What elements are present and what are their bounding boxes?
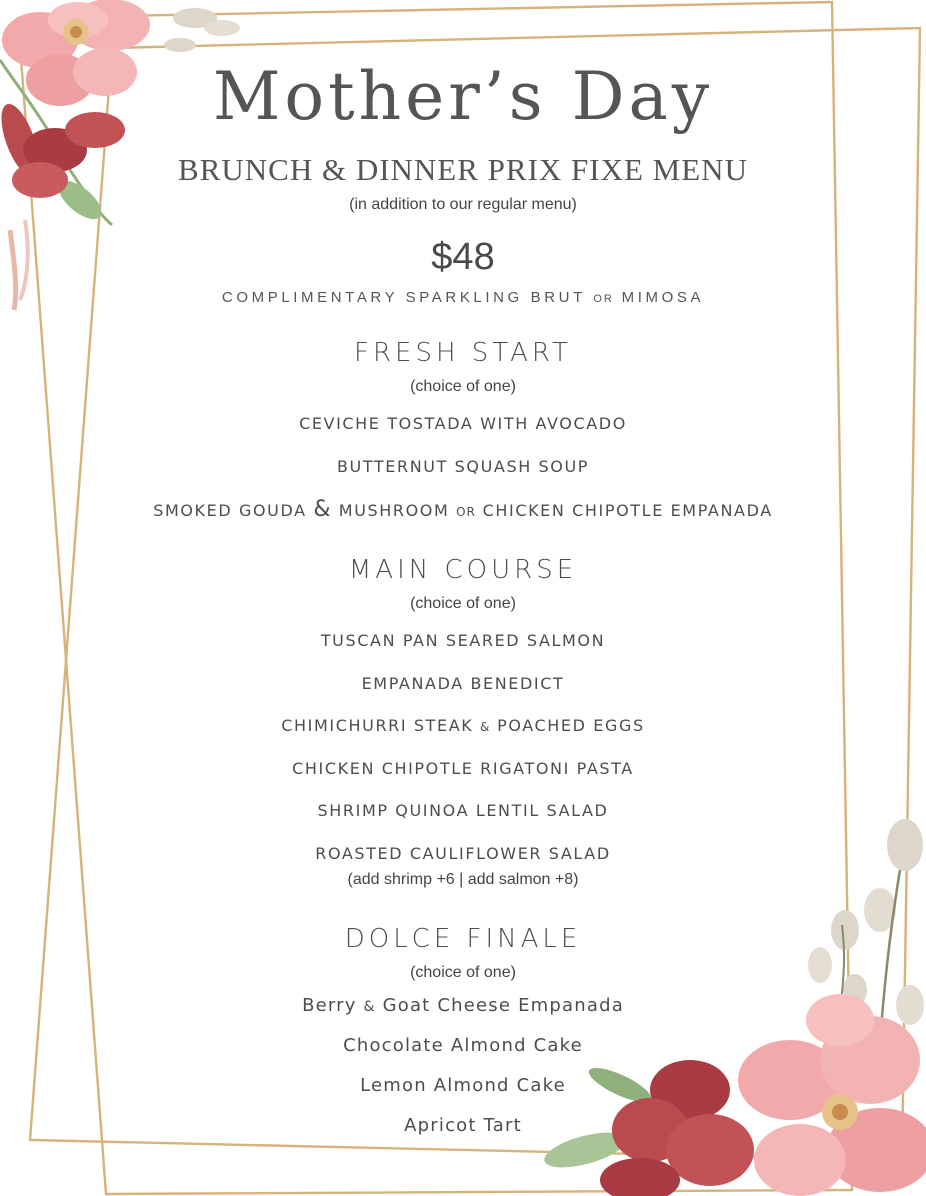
- menu-item: CEVICHE TOSTADA WITH AVOCADO: [299, 414, 627, 433]
- or-separator: OR: [593, 293, 614, 305]
- menu-item: EMPANADA BENEDICT: [361, 674, 565, 693]
- dessert-item: [0, 995, 926, 1016]
- menu-item-part: CHIMICHURRI STEAK: [281, 716, 474, 735]
- menu-item: BUTTERNUT SQUASH SOUP: [336, 457, 590, 476]
- ampersand: &: [313, 497, 333, 522]
- complimentary-text-2: MIMOSA: [621, 289, 705, 306]
- menu-item: CHICKEN CHIPOTLE RIGATONI PASTA: [292, 759, 634, 778]
- dolce-finale-choice-note: (choice of one): [410, 964, 516, 981]
- dessert-item: Apricot Tart: [404, 1115, 522, 1136]
- regular-menu-note: (in addition to our regular menu): [349, 196, 577, 213]
- menu-item: [0, 497, 926, 522]
- fresh-start-choice-note: (choice of one): [410, 378, 516, 395]
- section-heading-fresh-start: FRESH START: [354, 338, 572, 368]
- menu-item-part: CHICKEN CHIPOTLE EMPANADA: [482, 501, 773, 520]
- menu-subtitle: BRUNCH & DINNER PRIX FIXE MENU: [178, 152, 748, 187]
- page-title: Mother’s Day: [212, 58, 714, 135]
- menu-item: ROASTED CAULIFLOWER SALAD: [315, 844, 611, 863]
- dessert-item: Chocolate Almond Cake: [343, 1035, 583, 1056]
- dessert-item-part: Goat Cheese Empanada: [382, 995, 624, 1016]
- menu-item: [0, 716, 926, 735]
- price: $48: [431, 236, 495, 278]
- ampersand: &: [363, 999, 376, 1015]
- complimentary-text-1: COMPLIMENTARY SPARKLING BRUT: [221, 289, 586, 306]
- menu-item-part: SMOKED GOUDA: [153, 501, 307, 520]
- section-heading-dolce-finale: DOLCE FINALE: [344, 924, 582, 954]
- menu-item-part: POACHED EGGS: [497, 716, 645, 735]
- salad-addon-note: (add shrimp +6 | add salmon +8): [347, 871, 579, 888]
- main-course-choice-note: (choice of one): [410, 595, 516, 612]
- ampersand: &: [480, 720, 491, 734]
- dessert-item-part: Berry: [302, 995, 357, 1016]
- section-heading-main-course: MAIN COURSE: [348, 555, 578, 585]
- or-separator: OR: [456, 505, 476, 519]
- menu-item: SHRIMP QUINOA LENTIL SALAD: [317, 801, 609, 820]
- menu-item-part: MUSHROOM: [338, 501, 450, 520]
- menu-item: TUSCAN PAN SEARED SALMON: [320, 631, 606, 650]
- complimentary-drink: [0, 289, 926, 306]
- dessert-item: Lemon Almond Cake: [360, 1075, 566, 1096]
